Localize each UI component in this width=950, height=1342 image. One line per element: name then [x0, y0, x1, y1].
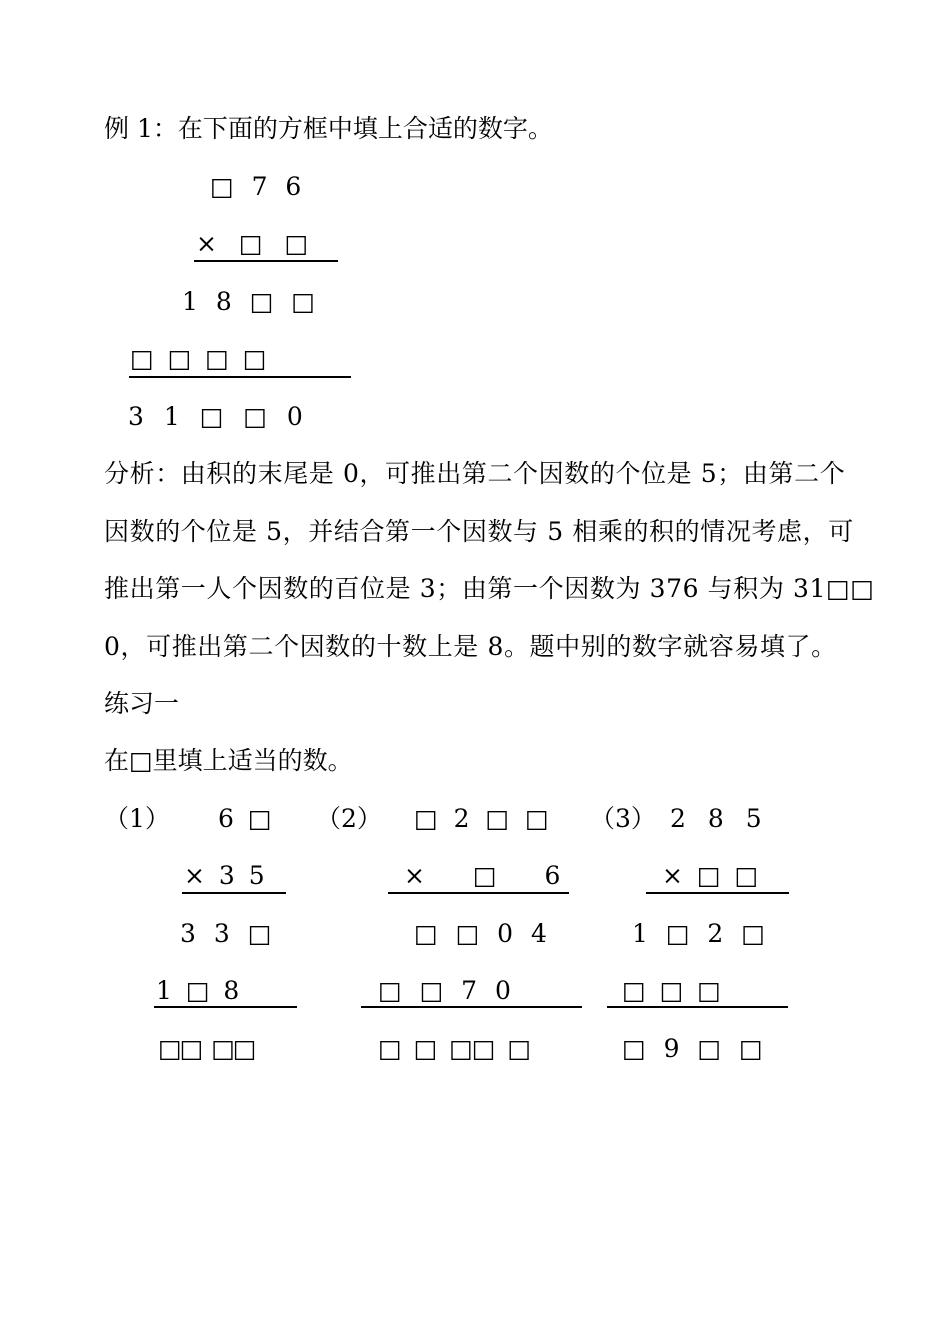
problem-3-product: □ 9 □ □: [622, 1034, 763, 1063]
problem-1-rule-2: [154, 1006, 297, 1008]
problem-1-number: （1）: [104, 804, 170, 833]
problem-2-multiplier: × □ 6: [404, 861, 561, 890]
problem-3-multiplier: × □ □: [662, 861, 759, 890]
problem-3-multiplicand: 2 8 5: [670, 804, 762, 833]
example-partial-2: □ □ □ □: [130, 344, 267, 373]
analysis-line-2: 因数的个位是 5，并结合第一个因数与 5 相乘的积的情况考虑，可: [104, 517, 854, 546]
example-title: 例 1：在下面的方框中填上合适的数字。: [104, 114, 553, 143]
problem-3-rule-1: [646, 892, 789, 894]
problem-2-partial-1: □ □ 0 4: [414, 919, 547, 948]
example-multiplier: × □ □: [196, 229, 309, 258]
problem-1-partial-1: 3 3 □: [180, 919, 272, 948]
problem-1-multiplicand: 6 □: [218, 804, 272, 833]
problem-1-rule-1: [182, 892, 286, 894]
problem-2-multiplicand: □ 2 □ □: [414, 804, 549, 833]
exercise-instruction: 在□里填上适当的数。: [104, 746, 353, 775]
example-partial-1: 1 8 □ □: [182, 287, 315, 316]
analysis-line-3: 推出第一人个因数的百位是 3；由第一个因数为 376 与积为 31□□: [104, 574, 875, 603]
analysis-line-4: 0，可推出第二个因数的十数上是 8。题中别的数字就容易填了。: [104, 632, 837, 661]
problem-2-product: □ □ □□ □: [378, 1034, 530, 1063]
problem-2-number: （2）: [316, 804, 382, 833]
analysis-line-1: 分析：由积的末尾是 0，可推出第二个因数的个位是 5；由第二个: [104, 459, 846, 488]
example-multiplicand: □ 7 6: [210, 172, 302, 201]
problem-1-multiplier: × 3 5: [184, 861, 265, 890]
problem-3-rule-2: [607, 1006, 788, 1008]
problem-1-partial-2: 1 □ 8: [156, 976, 240, 1005]
problem-2-rule-1: [388, 892, 569, 894]
example-rule-1: [194, 260, 338, 262]
exercise-heading: 练习一: [104, 689, 180, 718]
example-rule-2: [129, 376, 351, 378]
problem-3-partial-2: □ □ □: [622, 976, 721, 1005]
problem-1-product: □□ □□: [158, 1034, 255, 1063]
problem-2-rule-2: [361, 1006, 582, 1008]
problem-3-partial-1: 1 □ 2 □: [632, 919, 765, 948]
problem-2-partial-2: □ □ 7 0: [378, 976, 511, 1005]
problem-3-number: （3）: [590, 804, 656, 833]
example-product: 3 1 □ □ 0: [128, 402, 303, 431]
